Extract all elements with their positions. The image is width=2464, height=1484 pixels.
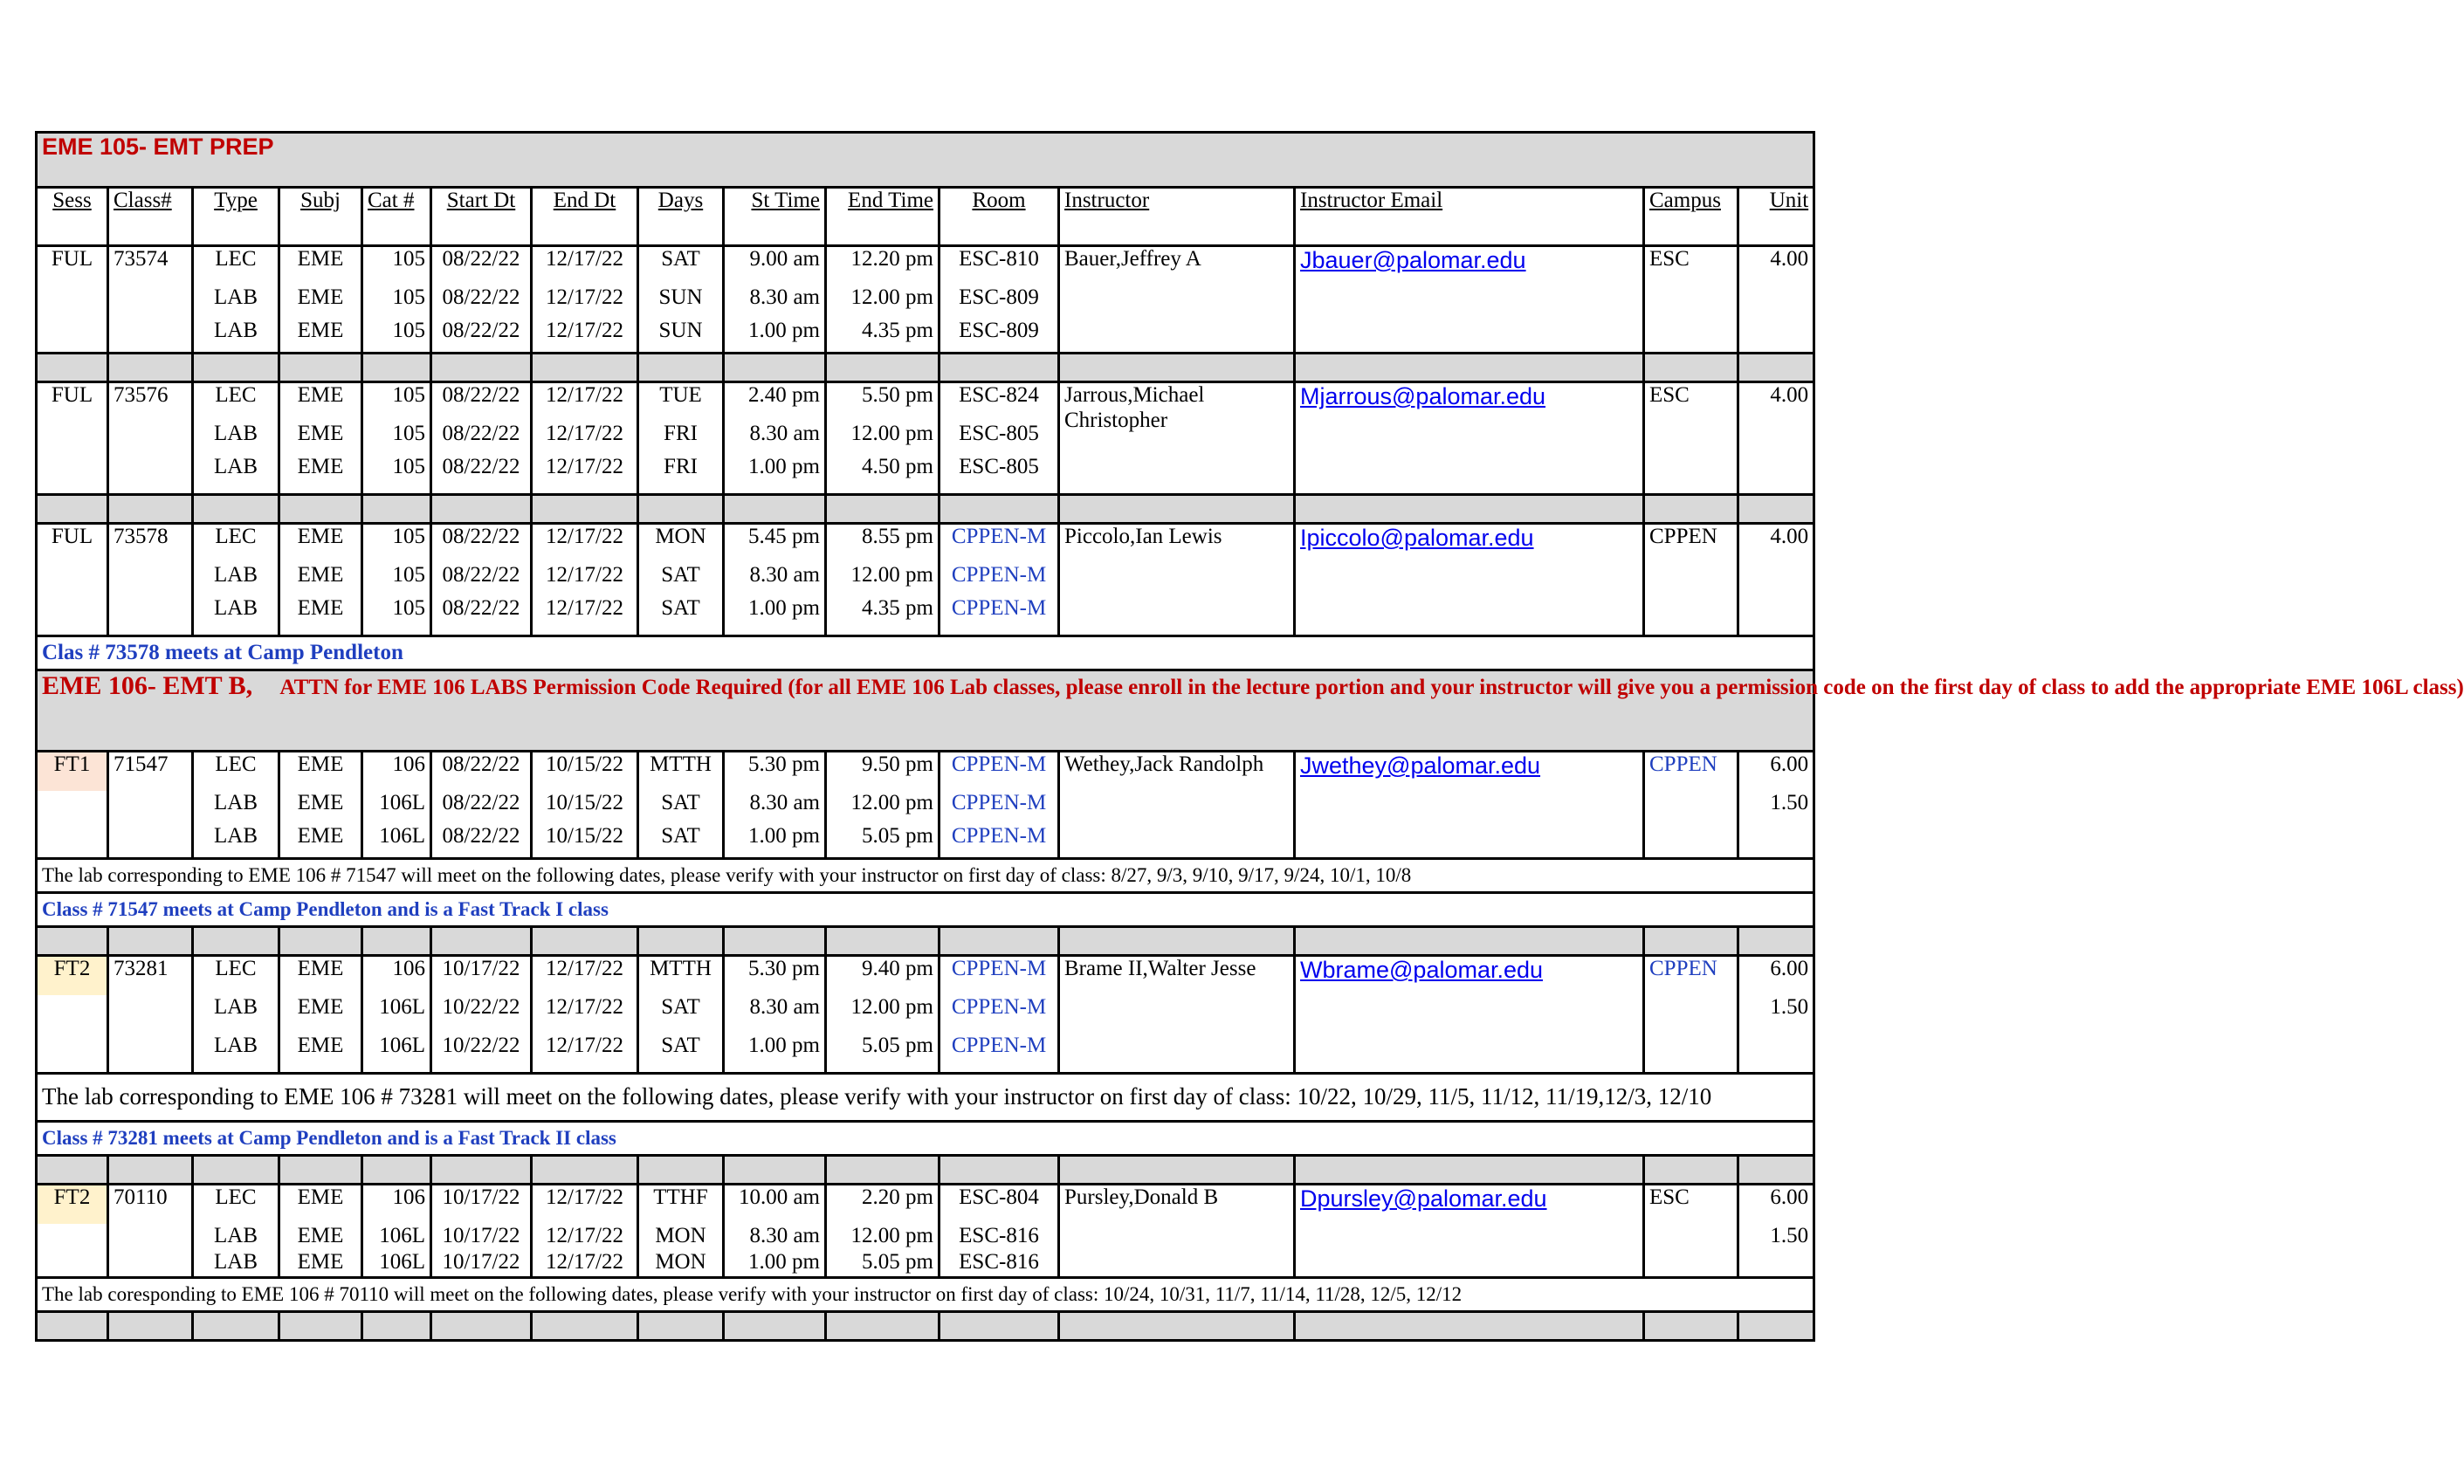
end-time-cell: 8.55 pm: [826, 524, 939, 564]
unit-cell: 1.50: [1738, 791, 1814, 859]
end-dt-cell: 12/17/22: [532, 1224, 638, 1250]
table-row: [37, 752, 1814, 792]
unit-cell: 6.00: [1738, 956, 1814, 996]
instructor-cell: Brame II,Walter Jesse: [1059, 956, 1295, 1074]
cat-cell: 106L: [362, 1224, 431, 1250]
days-cell: MON: [638, 1250, 724, 1278]
email-cell: [1295, 246, 1644, 354]
col-header-days: Days: [638, 188, 724, 246]
room-cell: ESC-816: [939, 1250, 1059, 1278]
end-time-cell: 12.20 pm: [826, 246, 939, 286]
col-header-instructor: Instructor: [1059, 188, 1295, 246]
email-cell: [1295, 956, 1644, 1074]
start-dt-cell: 08/22/22: [431, 596, 532, 636]
section-title-row: [37, 670, 1814, 752]
type-cell: LEC: [193, 752, 279, 792]
instructor-cell: [1059, 382, 1295, 495]
type-cell: LAB: [193, 1224, 279, 1250]
type-cell: LAB: [193, 824, 279, 859]
col-header-unit: Unit: [1738, 188, 1814, 246]
instructor-cell: Pursley,Donald B: [1059, 1185, 1295, 1278]
end-time-cell: 12.00 pm: [826, 791, 939, 824]
col-header-room: Room: [939, 188, 1059, 246]
room-cell: CPPEN-M: [939, 524, 1059, 564]
st-time-cell: 9.00 am: [724, 246, 826, 286]
end-dt-cell: 12/17/22: [532, 1034, 638, 1074]
email-cell: [1295, 382, 1644, 495]
col-header-class: Class#: [108, 188, 193, 246]
email-cell: [1295, 752, 1644, 859]
type-cell: LAB: [193, 422, 279, 455]
start-dt-cell: 08/22/22: [431, 455, 532, 495]
instructor-email-link[interactable]: Jbauer@palomar.edu: [1300, 247, 1526, 273]
note-row: [37, 636, 1814, 670]
end-dt-cell: 12/17/22: [532, 956, 638, 996]
st-time-cell: 8.30 am: [724, 285, 826, 319]
room-cell: CPPEN-M: [939, 563, 1059, 596]
start-dt-cell: 08/22/22: [431, 422, 532, 455]
st-time-cell: 5.30 pm: [724, 956, 826, 996]
campus-cell: ESC: [1644, 382, 1738, 495]
days-cell: SUN: [638, 319, 724, 354]
unit-cell: 6.00: [1738, 1185, 1814, 1225]
start-dt-cell: 08/22/22: [431, 791, 532, 824]
col-header-email: Instructor Email: [1295, 188, 1644, 246]
type-cell: LEC: [193, 246, 279, 286]
end-time-cell: 12.00 pm: [826, 1224, 939, 1250]
sess-cell: FT2: [37, 956, 108, 996]
cat-cell: 105: [362, 596, 431, 636]
end-dt-cell: 12/17/22: [532, 285, 638, 319]
type-cell: LAB: [193, 1034, 279, 1074]
sess-cell: FUL: [37, 524, 108, 564]
note-row: [37, 1278, 1814, 1312]
end-time-cell: 4.35 pm: [826, 319, 939, 354]
col-header-start-dt: Start Dt: [431, 188, 532, 246]
cat-cell: 105: [362, 524, 431, 564]
room-cell: ESC-810: [939, 246, 1059, 286]
unit-cell: 6.00: [1738, 752, 1814, 792]
type-cell: LAB: [193, 563, 279, 596]
st-time-cell: 8.30 am: [724, 422, 826, 455]
room-cell: ESC-805: [939, 422, 1059, 455]
class-cell: 73281: [108, 956, 193, 996]
note-row: [37, 1074, 1814, 1122]
col-header-type: Type: [193, 188, 279, 246]
cat-cell: 105: [362, 382, 431, 423]
instructor-name: Jarrous,Michael: [1064, 383, 1205, 407]
col-header-sess: Sess: [37, 188, 108, 246]
sess-cell: FUL: [37, 246, 108, 286]
subj-cell: EME: [279, 1224, 362, 1250]
type-cell: LAB: [193, 455, 279, 495]
note-row: [37, 859, 1814, 893]
end-dt-cell: 10/15/22: [532, 791, 638, 824]
col-header-subj: Subj: [279, 188, 362, 246]
st-time-cell: 2.40 pm: [724, 382, 826, 423]
col-header-campus: Campus: [1644, 188, 1738, 246]
days-cell: TTHF: [638, 1185, 724, 1225]
cat-cell: 105: [362, 246, 431, 286]
type-cell: LEC: [193, 382, 279, 423]
start-dt-cell: 08/22/22: [431, 382, 532, 423]
instructor-email-link[interactable]: Dpursley@palomar.edu: [1300, 1185, 1547, 1212]
end-time-cell: 4.50 pm: [826, 455, 939, 495]
cat-cell: 106L: [362, 824, 431, 859]
end-time-cell: 2.20 pm: [826, 1185, 939, 1225]
start-dt-cell: 08/22/22: [431, 319, 532, 354]
end-dt-cell: 12/17/22: [532, 596, 638, 636]
end-time-cell: 5.05 pm: [826, 1034, 939, 1074]
subj-cell: EME: [279, 285, 362, 319]
location-note: Class # 71547 meets at Camp Pendleton and is a Fast Track I class: [37, 893, 1814, 927]
st-time-cell: 5.30 pm: [724, 752, 826, 792]
subj-cell: EME: [279, 1250, 362, 1278]
room-cell: CPPEN-M: [939, 956, 1059, 996]
section-title: EME 105- EMT PREP: [42, 134, 274, 160]
campus-cell: CPPEN: [1644, 956, 1738, 1074]
email-cell: [1295, 1185, 1644, 1278]
end-time-cell: 5.05 pm: [826, 1250, 939, 1278]
cat-cell: 106L: [362, 1250, 431, 1278]
subj-cell: EME: [279, 1185, 362, 1225]
cat-cell: 105: [362, 563, 431, 596]
room-cell: ESC-805: [939, 455, 1059, 495]
room-cell: CPPEN-M: [939, 1034, 1059, 1074]
days-cell: SAT: [638, 1034, 724, 1074]
start-dt-cell: 10/22/22: [431, 995, 532, 1034]
instructor-cell: Bauer,Jeffrey A: [1059, 246, 1295, 354]
cat-cell: 105: [362, 319, 431, 354]
subj-cell: EME: [279, 596, 362, 636]
st-time-cell: 8.30 am: [724, 791, 826, 824]
cat-cell: 105: [362, 285, 431, 319]
subj-cell: EME: [279, 563, 362, 596]
sess-cell: FT2: [37, 1185, 108, 1225]
type-cell: LAB: [193, 285, 279, 319]
instructor-email-link[interactable]: Mjarrous@palomar.edu: [1300, 383, 1546, 409]
end-time-cell: 5.05 pm: [826, 824, 939, 859]
type-cell: LAB: [193, 791, 279, 824]
st-time-cell: 1.00 pm: [724, 1034, 826, 1074]
type-cell: LAB: [193, 596, 279, 636]
cat-cell: 106L: [362, 791, 431, 824]
campus-cell: CPPEN: [1644, 752, 1738, 859]
type-cell: LEC: [193, 956, 279, 996]
start-dt-cell: 08/22/22: [431, 563, 532, 596]
separator-row: [37, 927, 1814, 956]
section-title-attn: ATTN for EME 106 LABS Permission Code Required (for all EME 106 Lab classes, please enroll in the lecture portion and your instructor will give you a permission code on the first day of class to add the appropriate EME 106L class): [279, 676, 2464, 699]
type-cell: LAB: [193, 1250, 279, 1278]
instructor-cell: Piccolo,Ian Lewis: [1059, 524, 1295, 636]
subj-cell: EME: [279, 422, 362, 455]
room-cell: CPPEN-M: [939, 791, 1059, 824]
start-dt-cell: 08/22/22: [431, 246, 532, 286]
campus-cell: CPPEN: [1644, 524, 1738, 636]
instructor-name-cont: Christopher: [1064, 408, 1168, 432]
subj-cell: EME: [279, 524, 362, 564]
note-row: [37, 1122, 1814, 1156]
end-dt-cell: 12/17/22: [532, 319, 638, 354]
room-cell: ESC-824: [939, 382, 1059, 423]
st-time-cell: 1.00 pm: [724, 455, 826, 495]
subj-cell: EME: [279, 995, 362, 1034]
end-dt-cell: 12/17/22: [532, 382, 638, 423]
st-time-cell: 8.30 am: [724, 563, 826, 596]
instructor-email-link[interactable]: Jwethey@palomar.edu: [1300, 752, 1541, 779]
cat-cell: 106: [362, 752, 431, 792]
lab-dates-note: The lab corresponding to EME 106 # 71547 will meet on the following dates, please verify with your instructor on first day of class: 8/27, 9/3, 9/10, 9/17, 9/24, 10/1, 10/8: [37, 859, 1814, 893]
end-time-cell: 12.00 pm: [826, 563, 939, 596]
end-dt-cell: 10/15/22: [532, 752, 638, 792]
room-cell: ESC-816: [939, 1224, 1059, 1250]
separator-row: [37, 354, 1814, 382]
start-dt-cell: 10/17/22: [431, 1185, 532, 1225]
days-cell: SAT: [638, 246, 724, 286]
start-dt-cell: 08/22/22: [431, 752, 532, 792]
header-row: [37, 188, 1814, 246]
sess-cell: FT1: [37, 752, 108, 792]
unit-cell: 4.00: [1738, 246, 1814, 354]
cat-cell: 106: [362, 1185, 431, 1225]
cat-cell: 106L: [362, 995, 431, 1034]
end-dt-cell: 12/17/22: [532, 1185, 638, 1225]
end-dt-cell: 12/17/22: [532, 995, 638, 1034]
col-header-end-time: End Time: [826, 188, 939, 246]
instructor-email-link[interactable]: Wbrame@palomar.edu: [1300, 957, 1544, 983]
subj-cell: EME: [279, 319, 362, 354]
class-cell: 73576: [108, 382, 193, 423]
cat-cell: 105: [362, 422, 431, 455]
cat-cell: 105: [362, 455, 431, 495]
days-cell: SAT: [638, 596, 724, 636]
end-dt-cell: 12/17/22: [532, 1250, 638, 1278]
table-row: [37, 382, 1814, 423]
days-cell: SAT: [638, 995, 724, 1034]
st-time-cell: 8.30 am: [724, 995, 826, 1034]
start-dt-cell: 08/22/22: [431, 285, 532, 319]
st-time-cell: 5.45 pm: [724, 524, 826, 564]
end-time-cell: 5.50 pm: [826, 382, 939, 423]
subj-cell: EME: [279, 455, 362, 495]
st-time-cell: 1.00 pm: [724, 319, 826, 354]
instructor-cell: Wethey,Jack Randolph: [1059, 752, 1295, 859]
separator-row: [37, 1312, 1814, 1341]
end-time-cell: 12.00 pm: [826, 285, 939, 319]
end-dt-cell: 12/17/22: [532, 422, 638, 455]
end-dt-cell: 12/17/22: [532, 524, 638, 564]
room-cell: CPPEN-M: [939, 596, 1059, 636]
class-cell: 73578: [108, 524, 193, 564]
section-title-course: EME 106- EMT B,: [42, 671, 253, 700]
unit-cell: 4.00: [1738, 524, 1814, 636]
days-cell: FRI: [638, 455, 724, 495]
days-cell: SAT: [638, 791, 724, 824]
days-cell: SAT: [638, 563, 724, 596]
type-cell: LAB: [193, 319, 279, 354]
st-time-cell: 1.00 pm: [724, 1250, 826, 1278]
days-cell: MTTH: [638, 752, 724, 792]
room-cell: ESC-809: [939, 285, 1059, 319]
section-title-row: [37, 133, 1814, 188]
start-dt-cell: 08/22/22: [431, 824, 532, 859]
end-dt-cell: 12/17/22: [532, 455, 638, 495]
room-cell: CPPEN-M: [939, 752, 1059, 792]
subj-cell: EME: [279, 824, 362, 859]
section-title: [37, 670, 2464, 752]
table-row: [37, 246, 1814, 286]
type-cell: LEC: [193, 1185, 279, 1225]
unit-cell: 1.50: [1738, 1224, 1814, 1278]
unit-cell: 1.50: [1738, 995, 1814, 1074]
table-row: [37, 1185, 1814, 1225]
st-time-cell: 1.00 pm: [724, 596, 826, 636]
end-time-cell: 12.00 pm: [826, 995, 939, 1034]
class-cell: 70110: [108, 1185, 193, 1225]
end-time-cell: 9.50 pm: [826, 752, 939, 792]
days-cell: FRI: [638, 422, 724, 455]
end-time-cell: 9.40 pm: [826, 956, 939, 996]
unit-cell: 4.00: [1738, 382, 1814, 495]
separator-row: [37, 1156, 1814, 1185]
end-dt-cell: 10/15/22: [532, 824, 638, 859]
lab-dates-note: The lab corresponding to EME 106 # 73281 will meet on the following dates, please verify with your instructor on first day of class: 10/22, 10/29, 11/5, 11/12, 11/19,12/3, 12/10: [37, 1074, 1814, 1122]
col-header-end-dt: End Dt: [532, 188, 638, 246]
days-cell: MON: [638, 524, 724, 564]
days-cell: MTTH: [638, 956, 724, 996]
location-note: Clas # 73578 meets at Camp Pendleton: [37, 636, 1814, 670]
room-cell: CPPEN-M: [939, 995, 1059, 1034]
location-note: Class # 73281 meets at Camp Pendleton and is a Fast Track II class: [37, 1122, 1814, 1156]
subj-cell: EME: [279, 791, 362, 824]
days-cell: MON: [638, 1224, 724, 1250]
class-cell: 71547: [108, 752, 193, 792]
col-header-cat: Cat #: [362, 188, 431, 246]
email-cell: [1295, 524, 1644, 636]
subj-cell: EME: [279, 246, 362, 286]
end-dt-cell: 12/17/22: [532, 246, 638, 286]
days-cell: SAT: [638, 824, 724, 859]
campus-cell: ESC: [1644, 246, 1738, 354]
start-dt-cell: 10/17/22: [431, 1224, 532, 1250]
table-row: [37, 524, 1814, 564]
note-row: [37, 893, 1814, 927]
room-cell: CPPEN-M: [939, 824, 1059, 859]
room-cell: ESC-804: [939, 1185, 1059, 1225]
days-cell: SUN: [638, 285, 724, 319]
end-dt-cell: 12/17/22: [532, 563, 638, 596]
cat-cell: 106: [362, 956, 431, 996]
lab-dates-note: The lab coresponding to EME 106 # 70110 will meet on the following dates, please verify with your instructor on first day of class: 10/24, 10/31, 11/7, 11/14, 11/28, 12/5, 12/12: [37, 1278, 1814, 1312]
col-header-st-time: St Time: [724, 188, 826, 246]
schedule-table: [35, 131, 2464, 1342]
class-cell: 73574: [108, 246, 193, 286]
subj-cell: EME: [279, 1034, 362, 1074]
separator-row: [37, 495, 1814, 524]
end-time-cell: 4.35 pm: [826, 596, 939, 636]
start-dt-cell: 08/22/22: [431, 524, 532, 564]
type-cell: LAB: [193, 995, 279, 1034]
start-dt-cell: 10/17/22: [431, 1250, 532, 1278]
table-row: [37, 956, 1814, 996]
cat-cell: 106L: [362, 1034, 431, 1074]
subj-cell: EME: [279, 956, 362, 996]
room-cell: ESC-809: [939, 319, 1059, 354]
type-cell: LEC: [193, 524, 279, 564]
st-time-cell: 1.00 pm: [724, 824, 826, 859]
st-time-cell: 10.00 am: [724, 1185, 826, 1225]
st-time-cell: 8.30 am: [724, 1224, 826, 1250]
instructor-email-link[interactable]: Ipiccolo@palomar.edu: [1300, 525, 1534, 551]
end-time-cell: 12.00 pm: [826, 422, 939, 455]
subj-cell: EME: [279, 382, 362, 423]
subj-cell: EME: [279, 752, 362, 792]
days-cell: TUE: [638, 382, 724, 423]
campus-cell: ESC: [1644, 1185, 1738, 1278]
start-dt-cell: 10/22/22: [431, 1034, 532, 1074]
start-dt-cell: 10/17/22: [431, 956, 532, 996]
sess-cell: FUL: [37, 382, 108, 423]
